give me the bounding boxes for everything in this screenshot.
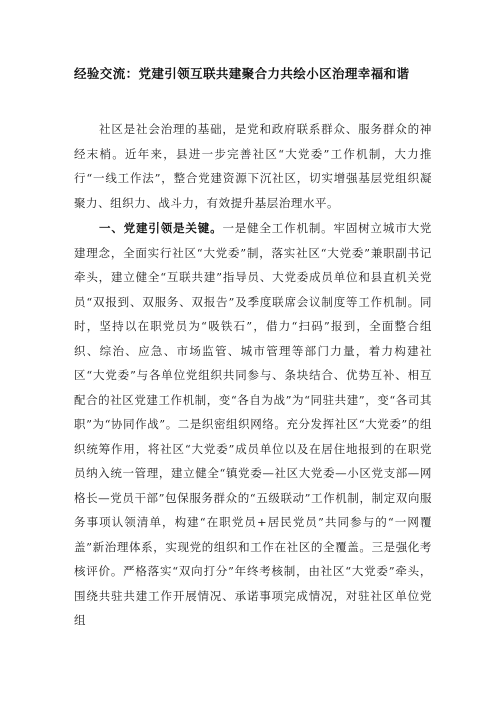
section-one-paragraph: [74, 216, 432, 633]
intro-paragraph-text: 社区是社会治理的基础，是党和政府联系群众、服务群众的神经末梢。近年来，县进一步完善社区“大党委”工作机制，大力推行“一线工作法”，整合党建资源下沉社区，切实增强基层党组织凝聚力、组织力、战斗力，有效提升基层治理水平。: [74, 122, 432, 210]
intro-paragraph: [74, 117, 432, 215]
document-title: 经验交流：党建引领互联共建聚合力共绘小区治理幸福和谐: [74, 66, 410, 81]
section-one-text: 一是健全工作机制。牢固树立城市大党建理念，全面实行社区“大党委”制，落实社区“大党委”兼职副书记牵头，建立健全“互联共建”指导员、大党委成员单位和县直机关党员“双报到、双服务、双报告”及季度联席会议制度等工作机制。同时，坚持以在职党员为“吸铁石”，借力“扫码”报到，全面整合组织、综治、应急、市场监管、城市管理等部门力量，着力构建社区“大党委”与各单位党组织共同参与、条块结合、优势互补、相互配合的社区党建工作机制，变“各自为战”为“同驻共建”，变“各司其职”为“协同作战”。二是织密组织网络。充分发挥社区“大党委”的组织统筹作用，将社区“大党委”成员单位以及在居住地报到的在职党员纳入统一管理，建立健全“镇党委—社区大党委—小区党支部—网格长—党员干部”包保服务群众的“五级联动”工作机制，制定双向服务事项认领清单，构建“在职党员+居民党员”共同参与的“一网覆盖”新治理体系，实现党的组织和工作在社区的全覆盖。三是强化考核评价。严格落实“双向打分”年终考核制，由社区“大党委”牵头，围绕共驻共建工作开展情况、承诺事项完成情况，对驻社区单位党组: [74, 221, 432, 627]
section-heading: 一、党建引领是关键。: [99, 221, 223, 235]
